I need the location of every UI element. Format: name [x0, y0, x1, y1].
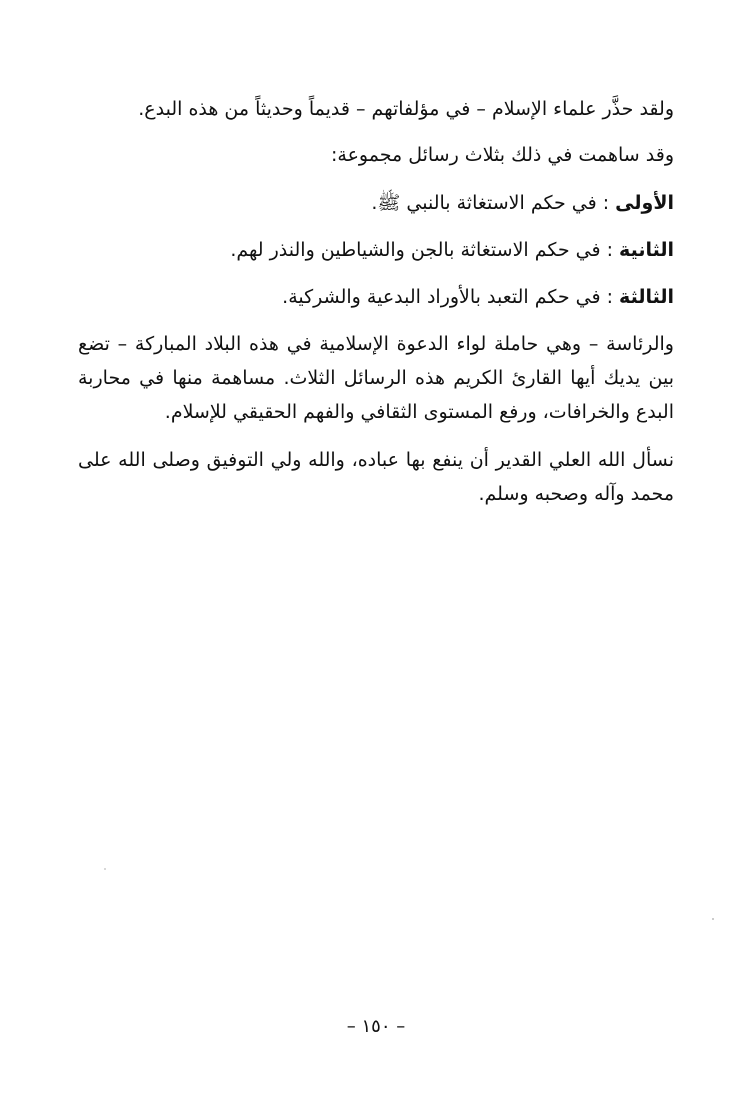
- list-item-second: [78, 233, 674, 267]
- paragraph-warning: ولقد حذَّر علماء الإسلام – في مؤلفاتهم – قديماً وحديثاً من هذه البدع.: [138, 98, 674, 120]
- scan-speck: [712, 918, 714, 920]
- item-text-second: : في حكم الاستغاثة بالجن والشياطين والنذر لهم.: [230, 239, 620, 261]
- paragraph-contribution: وقد ساهمت في ذلك بثلاث رسائل مجموعة:: [331, 144, 674, 166]
- item-text-third: : في حكم التعبد بالأوراد البدعية والشركية.: [282, 286, 620, 308]
- paragraph-presidency: والرئاسة – وهي حاملة لواء الدعوة الإسلامية في هذه البلاد المباركة – تضع بين يديك أيها القارئ الكريم هذه الرسائل الثلاث. مساهمة منها في محاربة البدع والخرافات، ورفع المستوى الثقافي والفهم الحقيقي للإسلام.: [78, 333, 674, 423]
- item-label-second: الثانية: [619, 239, 674, 261]
- list-item-third: [78, 280, 674, 314]
- list-item-first: [78, 186, 674, 220]
- item-text-first: : في حكم الاستغاثة بالنبي ﷺ.: [371, 192, 616, 214]
- paragraph-closing-prayer: نسأل الله العلي القدير أن ينفع بها عباده، والله ولي التوفيق وصلى الله على محمد وآله وصحبه وسلم.: [78, 449, 674, 505]
- item-label-third: الثالثة: [619, 286, 674, 308]
- item-label-first: الأولى: [615, 192, 674, 214]
- scan-speck: [104, 868, 106, 870]
- page-number: – ١٥٠ –: [346, 1016, 406, 1037]
- body-text: [78, 92, 674, 525]
